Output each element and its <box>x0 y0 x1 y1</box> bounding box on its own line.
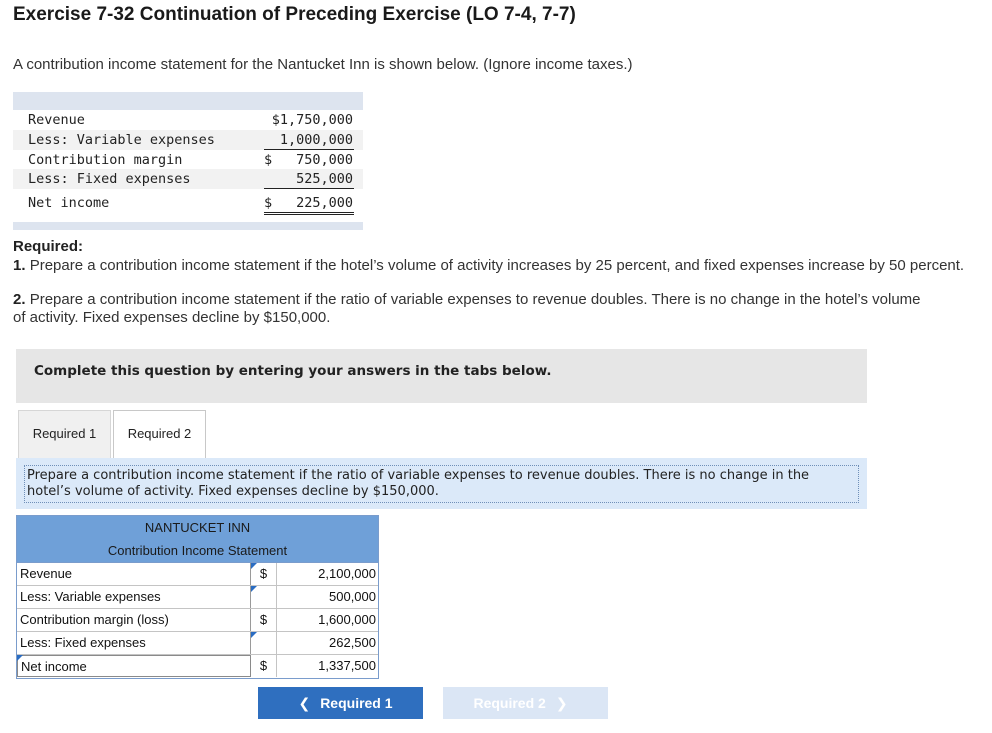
input-flag-icon <box>17 655 23 661</box>
required-heading: Required: <box>13 238 84 255</box>
given-dollar-sign: $ <box>264 152 273 168</box>
input-flag-icon <box>251 586 257 592</box>
complete-prompt-box <box>16 349 867 403</box>
required-item-number: 2. <box>13 291 26 308</box>
contribution-margin-input[interactable]: 1,600,000 <box>276 609 379 631</box>
given-label: Contribution margin <box>28 152 183 168</box>
table-row <box>17 586 378 609</box>
complete-prompt-text: Complete this question by entering your answers in the tabs below. <box>34 363 552 379</box>
revenue-input[interactable]: 2,100,000 <box>276 563 379 585</box>
page-title: Exercise 7-32 Continuation of Preceding Exercise (LO 7-4, 7-7) <box>13 4 576 25</box>
required-item-text: Prepare a contribution income statement if the hotel’s volume of activity increases by 25 percent, and fixed expenses increase by 50 percent. <box>29 257 965 274</box>
given-row-variable-expenses <box>13 130 363 150</box>
table-band-top <box>13 92 363 110</box>
given-amount: 525,000 <box>296 171 353 187</box>
given-amount: $1,750,000 <box>271 112 353 128</box>
given-label: Less: Fixed expenses <box>28 171 191 187</box>
given-label: Revenue <box>28 112 85 128</box>
row-label: Contribution margin (loss) <box>17 609 251 631</box>
underline <box>264 188 354 189</box>
input-flag-icon <box>251 563 257 569</box>
given-row-revenue <box>13 110 363 130</box>
instruction-panel <box>16 458 867 509</box>
chevron-right-icon: ❯ <box>555 695 568 711</box>
given-row-net-income <box>13 193 363 213</box>
given-amount: 225,000 <box>296 195 353 211</box>
fixed-expenses-input[interactable]: 262,500 <box>276 632 379 654</box>
dollar-sign: $ <box>259 658 268 673</box>
double-underline-2 <box>264 214 354 215</box>
given-row-contribution-margin <box>13 150 363 170</box>
double-underline-1 <box>264 212 354 213</box>
given-row-fixed-expenses <box>13 169 363 189</box>
given-label: Less: Variable expenses <box>28 132 215 148</box>
chevron-left-icon: ❮ <box>298 695 311 711</box>
row-label: Less: Fixed expenses <box>17 632 251 654</box>
intro-text: A contribution income statement for the Nantucket Inn is shown below. (Ignore income taxes.) <box>13 56 633 73</box>
net-income-input[interactable]: 1,337,500 <box>276 655 379 677</box>
row-label: Net income <box>17 655 251 677</box>
variable-expenses-input[interactable]: 500,000 <box>276 586 379 608</box>
table-row <box>17 655 378 678</box>
required-item-1 <box>13 257 973 275</box>
statement-name: Contribution Income Statement <box>107 543 288 558</box>
row-label: Revenue <box>17 563 251 585</box>
next-tab-label: Required 2 <box>473 695 546 711</box>
table-row <box>17 632 378 655</box>
answer-statement-table <box>16 515 379 679</box>
given-statement-table <box>13 92 363 230</box>
given-dollar-sign: $ <box>264 195 273 211</box>
instruction-text: Prepare a contribution income statement if the ratio of variable expenses to revenue doubles. There is no change in the hotel’s volume of activity. Fixed expenses decline by $150,000. <box>24 465 859 503</box>
previous-tab-button[interactable] <box>258 687 423 719</box>
dollar-sign: $ <box>259 612 268 627</box>
previous-tab-label: Required 1 <box>320 695 393 711</box>
required-item-text: Prepare a contribution income statement if the ratio of variable expenses to revenue doubles. There is no change in the hotel’s volume of activity. Fixed expenses decline by $150,000. <box>13 291 921 326</box>
statement-header <box>17 516 378 563</box>
required-item-number: 1. <box>13 257 26 274</box>
given-amount: 750,000 <box>296 152 353 168</box>
tab-required-1[interactable]: Required 1 <box>18 410 111 458</box>
input-flag-icon <box>251 632 257 638</box>
company-name: NANTUCKET INN <box>144 520 251 535</box>
table-row <box>17 563 378 586</box>
tab-required-2[interactable]: Required 2 <box>113 410 206 458</box>
row-label: Less: Variable expenses <box>17 586 251 608</box>
required-item-2 <box>13 291 933 327</box>
given-amount: 1,000,000 <box>279 132 353 148</box>
given-label: Net income <box>28 195 110 211</box>
table-row <box>17 609 378 632</box>
table-band-bottom <box>13 222 363 230</box>
dollar-sign: $ <box>259 566 268 581</box>
next-tab-button[interactable] <box>443 687 608 719</box>
